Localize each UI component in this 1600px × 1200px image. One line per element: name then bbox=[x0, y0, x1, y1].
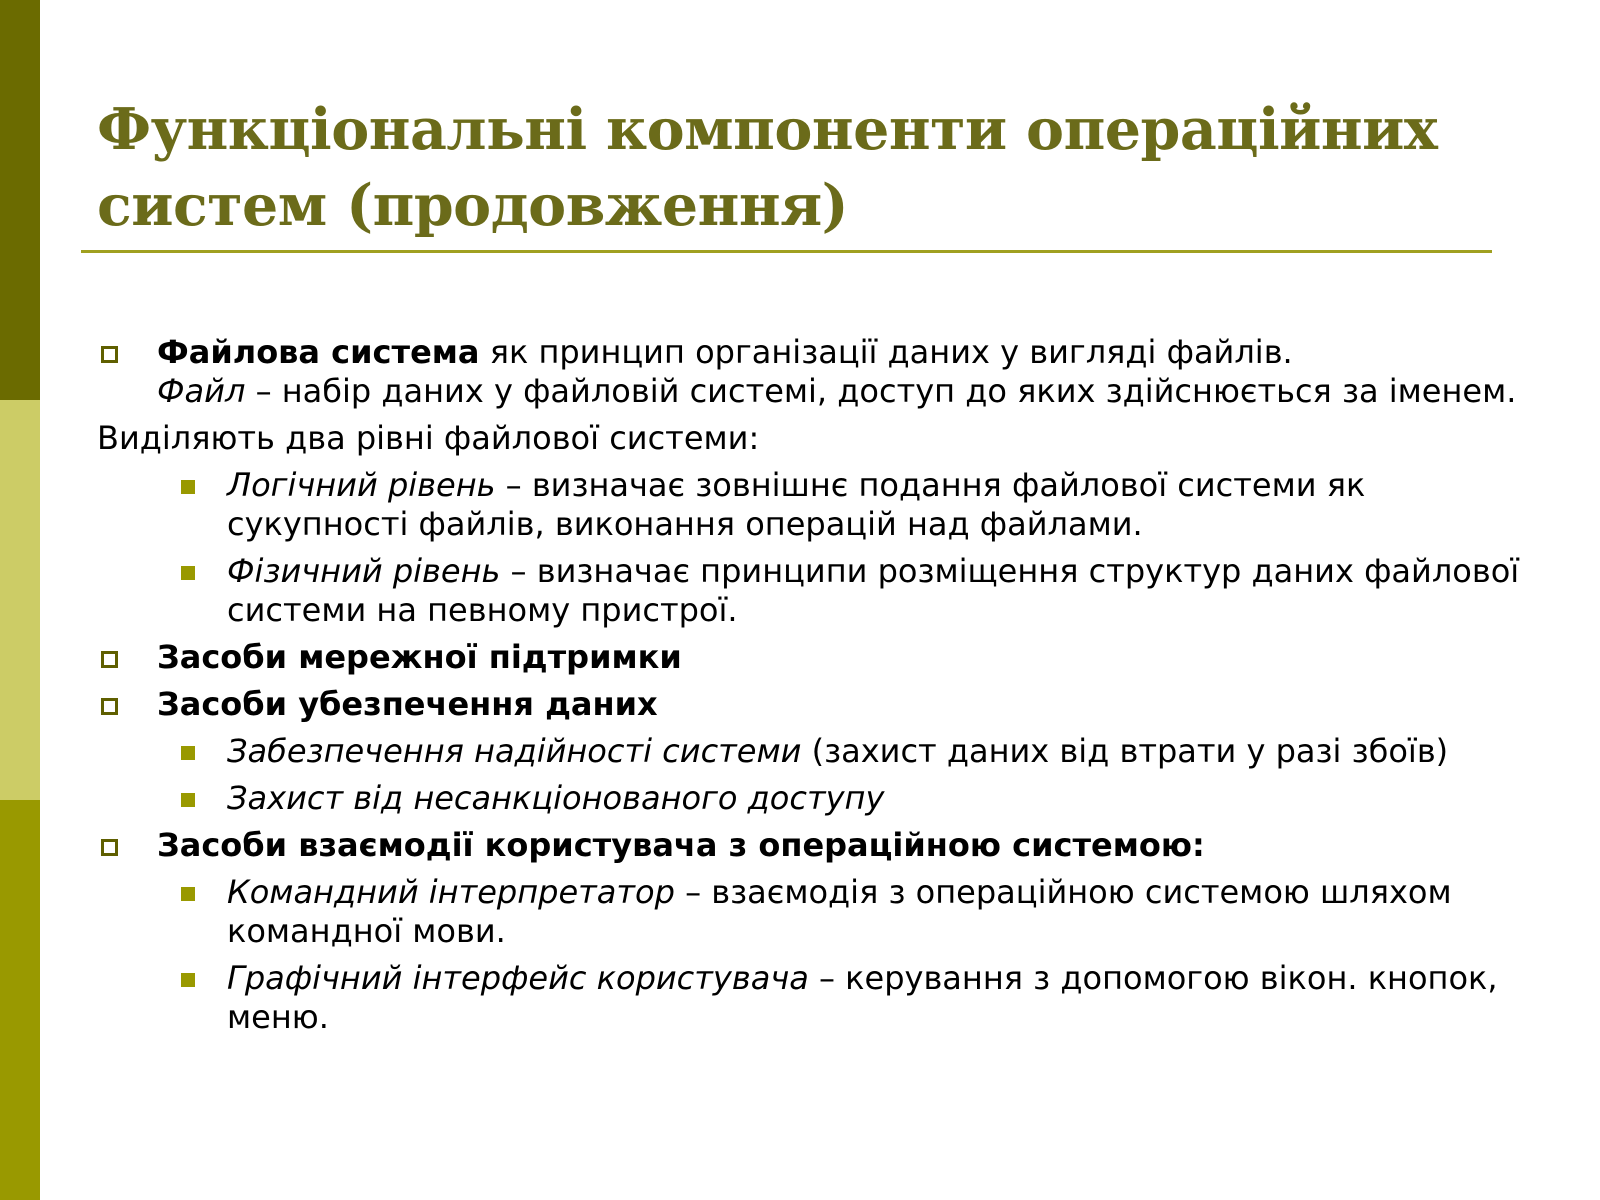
item-text: як принцип організації даних у вигляді файлів. bbox=[479, 333, 1293, 371]
hollow-square-bullet-icon bbox=[101, 346, 118, 363]
slide-content bbox=[97, 333, 1537, 1045]
term-data-security: Засоби убезпечення даних bbox=[157, 685, 658, 723]
side-bar-bottom bbox=[0, 800, 40, 1200]
slide-title-line-2: систем (продовження) bbox=[97, 172, 849, 239]
item-text: – визначає принципи розміщення структур даних файлової системи на певному пристрої. bbox=[227, 552, 1520, 629]
list-item-logical-level bbox=[97, 466, 1537, 544]
item-text: – набір даних у файловій системі, доступ до яких здійснюється за іменем. bbox=[245, 372, 1517, 410]
list-item-reliability bbox=[97, 732, 1537, 771]
term-gui: Графічний інтерфейс користувача bbox=[227, 959, 809, 997]
term-file: Файл bbox=[157, 372, 246, 410]
list-item-user-interaction bbox=[97, 826, 1537, 865]
list-item-data-security bbox=[97, 685, 1537, 724]
hollow-square-bullet-icon bbox=[101, 839, 118, 856]
list-item-network-support bbox=[97, 638, 1537, 677]
side-bar-top bbox=[0, 0, 40, 400]
hollow-square-bullet-icon bbox=[101, 651, 118, 668]
item-text: – керування з допомогою вікон. кнопок, меню. bbox=[227, 959, 1498, 1036]
list-item-file-system bbox=[97, 333, 1537, 411]
solid-square-bullet-icon bbox=[181, 746, 195, 760]
term-access-protection: Захист від несанкціонованого доступу bbox=[227, 779, 885, 817]
solid-square-bullet-icon bbox=[181, 480, 195, 494]
list-item-command-interpreter bbox=[97, 873, 1537, 951]
term-network-support: Засоби мережної підтримки bbox=[157, 638, 682, 676]
list-item-access-protection bbox=[97, 779, 1537, 818]
item-text: – взаємодія з операційною системою шляхом командної мови. bbox=[227, 873, 1452, 950]
item-text: Виділяють два рівні файлової системи: bbox=[97, 419, 760, 457]
title-divider bbox=[81, 250, 1492, 253]
side-bar-middle bbox=[0, 400, 40, 800]
solid-square-bullet-icon bbox=[181, 887, 195, 901]
term-user-interaction: Засоби взаємодії користувача з операційною системою: bbox=[157, 826, 1205, 864]
term-command-interpreter: Командний інтерпретатор bbox=[227, 873, 675, 911]
list-item-gui bbox=[97, 959, 1537, 1037]
term-file-system: Файлова система bbox=[157, 333, 480, 371]
solid-square-bullet-icon bbox=[181, 973, 195, 987]
solid-square-bullet-icon bbox=[181, 793, 195, 807]
item-text: – визначає зовнішнє подання файлової системи як сукупності файлів, виконання операцій над файлами. bbox=[227, 466, 1366, 543]
slide-title-line-1: Функціональні компоненти операційних bbox=[97, 96, 1438, 163]
hollow-square-bullet-icon bbox=[101, 698, 118, 715]
list-item-physical-level bbox=[97, 552, 1537, 630]
term-physical-level: Фізичний рівень bbox=[227, 552, 501, 590]
term-reliability: Забезпечення надійності системи bbox=[227, 732, 802, 770]
slide-title bbox=[97, 92, 1517, 244]
solid-square-bullet-icon bbox=[181, 566, 195, 580]
list-item-two-levels bbox=[97, 419, 1537, 458]
item-text: (захист даних від втрати у разі збоїв) bbox=[801, 732, 1449, 770]
term-logical-level: Логічний рівень bbox=[227, 466, 496, 504]
